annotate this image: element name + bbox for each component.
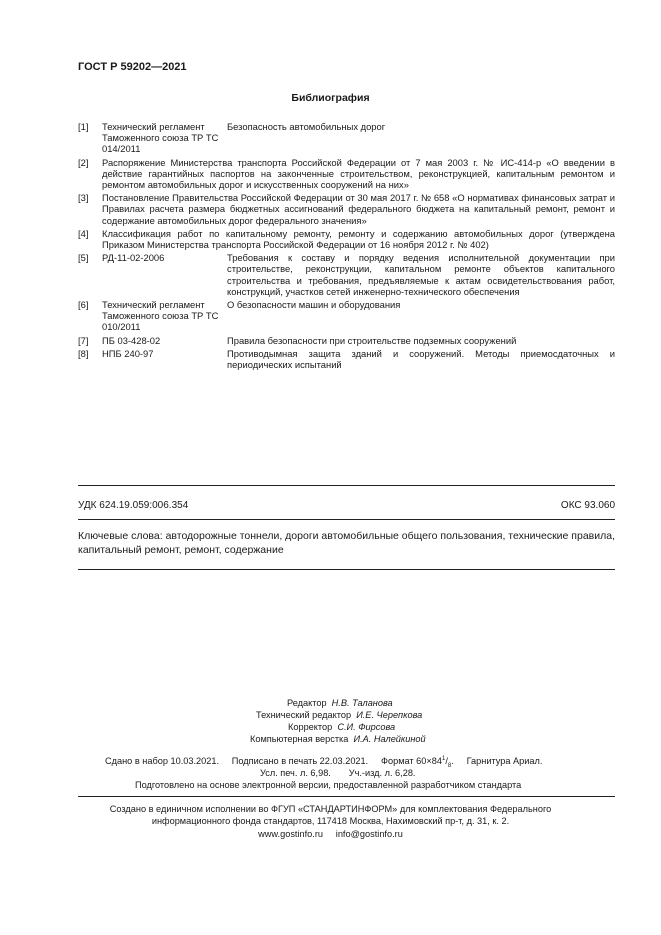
credit-name: С.И. Фирсова: [337, 722, 396, 732]
footer-contacts: [0, 828, 661, 840]
bib-entry-source: Технический регламент Таможенного союза ТР ТС 010/2011: [102, 299, 219, 333]
print-info-line1: [105, 756, 542, 769]
bibliography-list: [78, 121, 615, 372]
bib-entry-number: [5]: [78, 252, 89, 264]
credit-layout: [250, 733, 426, 745]
print-sheets: Усл. печ. л. 6,98.: [260, 768, 331, 778]
bib-entry-number: [7]: [78, 334, 89, 346]
bib-entry-description: Противодымная защита зданий и сооружений. Методы приемосдаточных и периодических испытаний: [227, 347, 615, 371]
divider-top: [78, 485, 615, 486]
footer-website[interactable]: www.gostinfo.ru: [258, 828, 324, 839]
bib-entry-source: Технический регламент Таможенного союза ТР ТС 014/2011: [102, 121, 219, 155]
divider-footer: [78, 796, 615, 797]
footer-line-2: информационного фонда стандартов, 117418 Москва, Нахимовский пр-т, д. 31, к. 2.: [151, 816, 510, 827]
bib-entry-number: [3]: [78, 192, 89, 204]
bib-entry-source: НПБ 240-97: [102, 347, 154, 359]
print-signed: Подписано в печать 22.03.2021.: [231, 756, 369, 767]
credit-proofreader: [288, 721, 395, 733]
print-font: Гарнитура Ариал.: [466, 756, 543, 767]
print-sheets-pub: Уч.-изд. л. 6,28.: [348, 768, 416, 778]
credit-name: И.Е. Черепкова: [356, 710, 423, 720]
bib-entry-source: РД-11-02-2006: [102, 252, 165, 264]
credit-editor: [287, 697, 393, 709]
credit-name: Н.В. Таланова: [331, 698, 393, 708]
bib-entry-6: [78, 299, 615, 333]
bib-entry-2: [78, 157, 615, 191]
credit-role: Корректор: [288, 722, 333, 732]
print-info-line2: [260, 768, 415, 778]
bib-entry-number: [6]: [78, 299, 89, 311]
bib-entry-1: [78, 121, 615, 155]
bib-entry-number: [4]: [78, 227, 89, 239]
bib-entry-description: Требования к составу и порядку ведения исполнительной документации при строительстве, реконструкции, капитальном ремонте объектов капитального строительства и требования, предъявляемые к актам освидетельствования работ, конструкций, участков сетей инженерно-технического обеспечения: [227, 252, 615, 297]
udk-code: УДК 624.19.059:006.354: [78, 500, 189, 511]
bib-entry-7: [78, 335, 615, 346]
print-format: Формат $60\times 84^1/_8$.: [380, 756, 454, 769]
credit-name: И.А. Налейкиной: [353, 734, 426, 744]
divider-middle: [78, 519, 615, 520]
credit-tech-editor: [256, 709, 422, 721]
bib-entry-8: [78, 348, 615, 370]
keywords-text: Ключевые слова: автодорожные тоннели, дороги автомобильные общего пользования, технические правила, капитальный ремонт, ремонт, содержание: [78, 530, 615, 556]
credit-role: Технический редактор: [256, 710, 352, 720]
bib-entry-text: Распоряжение Министерства транспорта Российской Федерации от 7 мая 2003 г. № ИС-414-р «О введении в действие гарантийных паспортов на законченные строительством, реконструкцией, капитальным ремонтом и ремонтом автомобильных дорог и искусственных сооружений на них»: [102, 156, 615, 191]
bib-entry-description: О безопасности машин и оборудования: [227, 299, 401, 311]
bib-entry-source: ПБ 03-428-02: [102, 334, 161, 346]
bib-entry-3: [78, 192, 615, 226]
print-prepared: Подготовлено на основе электронной версии, предоставленной разработчиком стандарта: [135, 780, 522, 790]
print-sent: Сдано в набор 10.03.2021.: [105, 756, 220, 767]
bib-entry-number: [8]: [78, 347, 89, 359]
footer-email[interactable]: info@gostinfo.ru: [335, 828, 403, 839]
bib-entry-number: [1]: [78, 121, 89, 132]
bib-entry-description: Безопасность автомобильных дорог: [227, 121, 386, 132]
bib-entry-number: [2]: [78, 156, 89, 168]
oks-code: ОКС 93.060: [560, 500, 615, 511]
bib-entry-5: [78, 252, 615, 297]
footer-block: [0, 803, 661, 840]
bib-entry-description: Правила безопасности при строительстве подземных сооружений: [227, 334, 517, 346]
bib-entry-4: [78, 228, 615, 250]
bib-entry-text: Постановление Правительства Российской Федерации от 30 мая 2017 г. № 658 «О нормативах финансовых затрат и Правилах расчета размера бюджетных ассигнований федерального бюджета на капитальный ремонт, ремонт и содержание автомобильных дорог федерального значения»: [102, 192, 615, 226]
bibliography-title: Библиография: [291, 92, 370, 104]
credit-role: Компьютерная верстка: [250, 734, 349, 744]
credit-role: Редактор: [287, 698, 327, 708]
divider-bottom: [78, 569, 615, 570]
bib-entry-text: Классификация работ по капитальному ремонту, ремонту и содержанию автомобильных дорог (утверждена Приказом Министерства транспорта Российской Федерации от 16 ноября 2012 г. № 402): [102, 227, 615, 251]
document-id: ГОСТ Р 59202—2021: [78, 61, 187, 73]
footer-line-1: Создано в единичном исполнении во ФГУП «СТАНДАРТИНФОРМ» для комплектования Федерального: [109, 804, 552, 814]
